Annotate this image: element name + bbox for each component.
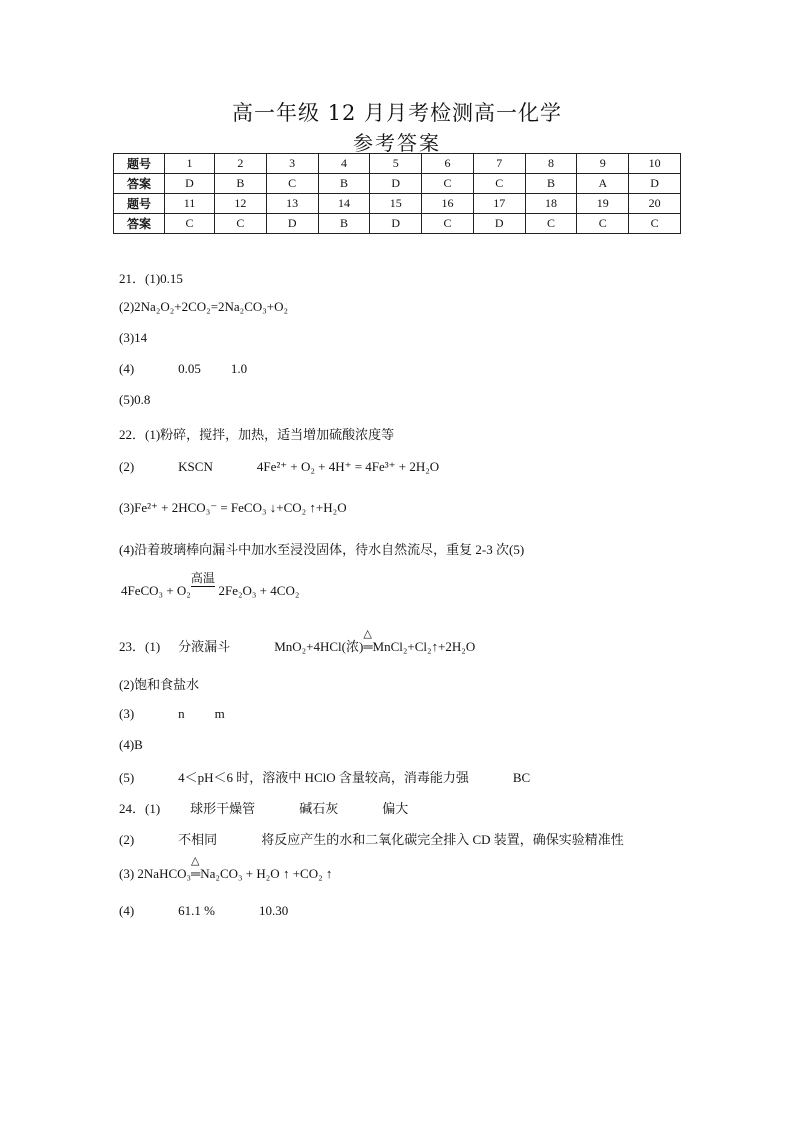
- answer-cell: D: [165, 174, 215, 194]
- question-number-cell: 9: [577, 154, 629, 174]
- question-number-row-header: 题号: [114, 154, 165, 174]
- q23-part2: (2)饱和食盐水: [119, 677, 200, 692]
- page-title: 高一年级 12 月月考检测高一化学: [231, 101, 563, 125]
- q22-part5-condition: [190, 571, 219, 599]
- q22-part3: (3)Fe²⁺ + 2HCO₃⁻ = FeCO₃ ↓+CO₂ ↑+H₂O: [119, 500, 347, 515]
- q23-part1: [119, 628, 476, 655]
- q24-heat-condition: [191, 855, 201, 882]
- question-number-cell: 13: [266, 194, 318, 214]
- q23-part3-answer-a: n: [178, 706, 185, 721]
- q24-part2-label: (2): [119, 832, 135, 847]
- question-number-cell: 16: [422, 194, 474, 214]
- q24-part1-apparatus: 球形干燥管: [190, 801, 256, 816]
- question-number-cell: 11: [165, 194, 215, 214]
- answer-row-header: 答案: [114, 174, 165, 194]
- question-number-cell: 7: [473, 154, 525, 174]
- q23-part1-reactants: MnO₂+4HCl(浓): [274, 639, 364, 654]
- question-number-cell: 12: [215, 194, 267, 214]
- q24-part3-reactant: (3) 2NaHCO₃: [119, 866, 192, 881]
- question-number-cell: 18: [525, 194, 577, 214]
- q21-part5: (5)0.8: [119, 392, 151, 407]
- q21-part2: (2)2Na₂O₂+2CO₂=2Na₂CO₃+O₂: [119, 299, 289, 314]
- answer-row: [114, 214, 681, 234]
- q22-part5-equation: [121, 571, 300, 599]
- q24-part4: [119, 903, 288, 919]
- q24-part2-reason: 将反应产生的水和二氧化碳完全排入 CD 装置，确保实验精准性: [261, 832, 624, 847]
- answer-cell: A: [577, 174, 629, 194]
- q24-part1-effect: 偏大: [382, 801, 409, 816]
- page-subtitle: 参考答案: [353, 131, 441, 155]
- q22-part2: [119, 459, 439, 475]
- q23-part4: (4)B: [119, 737, 143, 752]
- question-number-cell: 10: [629, 154, 681, 174]
- q23-heat-condition: [363, 628, 373, 655]
- equal-sign: ═: [191, 866, 201, 881]
- question-number-cell: 6: [422, 154, 474, 174]
- answer-cell: D: [370, 214, 422, 234]
- q23-part5-choice: BC: [512, 770, 531, 785]
- question-number-cell: 8: [525, 154, 577, 174]
- q24-part1: [119, 798, 408, 817]
- answer-cell: C: [525, 214, 577, 234]
- equal-sign: ═: [363, 639, 373, 654]
- answer-cell: C: [629, 214, 681, 234]
- answer-cell: B: [525, 174, 577, 194]
- q24-part3: [119, 855, 333, 882]
- question-number-cell: 20: [629, 194, 681, 214]
- q24-part4-answer-b: 10.30: [259, 903, 289, 918]
- heat-triangle-icon: △: [191, 855, 200, 867]
- answer-cell: C: [215, 214, 267, 234]
- answer-cell: D: [473, 214, 525, 234]
- q23-part5-answer: 4＜pH＜6 时，溶液中 HClO 含量较高，消毒能力强: [178, 770, 469, 785]
- answer-cell: B: [215, 174, 267, 194]
- q21-part4-label: (4): [119, 361, 135, 376]
- q22-part4: (4)沿着玻璃棒向漏斗中加水至浸没固体，待水自然流尽，重复 2-3 次(5): [119, 542, 525, 557]
- answer-table: [113, 153, 681, 234]
- q23-part1-products: MnCl₂+Cl₂↑+2H₂O: [372, 639, 476, 654]
- q22-part2-label: (2): [119, 459, 135, 474]
- q22-part5-reactants: 4FeCO₃ + O₂: [121, 583, 191, 598]
- question-number-cell: 14: [318, 194, 370, 214]
- question-number-cell: 5: [370, 154, 422, 174]
- q23-part3-label: (3): [119, 706, 135, 721]
- answer-row-header: 答案: [114, 214, 165, 234]
- heat-triangle-icon: △: [363, 628, 372, 640]
- q21-part4: [119, 361, 247, 377]
- q21-part4-answer-b: 1.0: [230, 361, 248, 376]
- high-temp-label: 高温: [190, 571, 215, 585]
- question-number-row: [114, 194, 681, 214]
- question-number-row-header: 题号: [114, 194, 165, 214]
- answer-cell: C: [577, 214, 629, 234]
- answer-row: [114, 174, 681, 194]
- answer-cell: C: [473, 174, 525, 194]
- answer-cell: B: [318, 174, 370, 194]
- question-number-cell: 19: [577, 194, 629, 214]
- question-number-cell: 15: [370, 194, 422, 214]
- question-number-cell: 4: [318, 154, 370, 174]
- q23-part5: [119, 767, 530, 786]
- answer-cell: D: [370, 174, 422, 194]
- q22-part2-reagent: KSCN: [178, 459, 213, 474]
- q23-part5-label: (5): [119, 770, 135, 785]
- q23-part3: [119, 706, 225, 722]
- q23-part1-apparatus: 分液漏斗: [178, 639, 231, 654]
- question-number-cell: 3: [266, 154, 318, 174]
- q21-part4-answer-a: 0.05: [178, 361, 201, 376]
- q24-part1-reagent: 碱石灰: [299, 801, 339, 816]
- q22-part2-equation: 4Fe²⁺ + O₂ + 4H⁺ = 4Fe³⁺ + 2H₂O: [256, 459, 440, 474]
- q22-part1: 22．(1)粉碎，搅拌，加热，适当增加硫酸浓度等: [119, 427, 395, 442]
- q24-part4-label: (4): [119, 903, 135, 918]
- q24-part3-products: Na₂CO₃ + H₂O ↑ +CO₂ ↑: [200, 866, 333, 881]
- q23-part1-label: 23．(1): [119, 639, 161, 654]
- answer-cell: C: [165, 214, 215, 234]
- answer-cell: C: [266, 174, 318, 194]
- answer-cell: B: [318, 214, 370, 234]
- q22-part5-products: 2Fe₂O₃ + 4CO₂: [218, 583, 300, 598]
- q24-part4-answer-a: 61.1 %: [178, 903, 216, 918]
- q24-part2-answer: 不相同: [178, 832, 218, 847]
- answer-cell: C: [422, 174, 474, 194]
- answer-cell: D: [266, 214, 318, 234]
- q21-part1: 21．(1)0.15: [119, 271, 183, 286]
- answer-cell: C: [422, 214, 474, 234]
- q23-part3-answer-b: m: [214, 706, 225, 721]
- question-number-cell: 17: [473, 194, 525, 214]
- question-number-row: [114, 154, 681, 174]
- question-number-cell: 1: [165, 154, 215, 174]
- q24-part2: [119, 829, 624, 848]
- q21-part3: (3)14: [119, 330, 148, 345]
- answer-cell: D: [629, 174, 681, 194]
- q24-part1-label: 24．(1): [119, 801, 161, 816]
- question-number-cell: 2: [215, 154, 267, 174]
